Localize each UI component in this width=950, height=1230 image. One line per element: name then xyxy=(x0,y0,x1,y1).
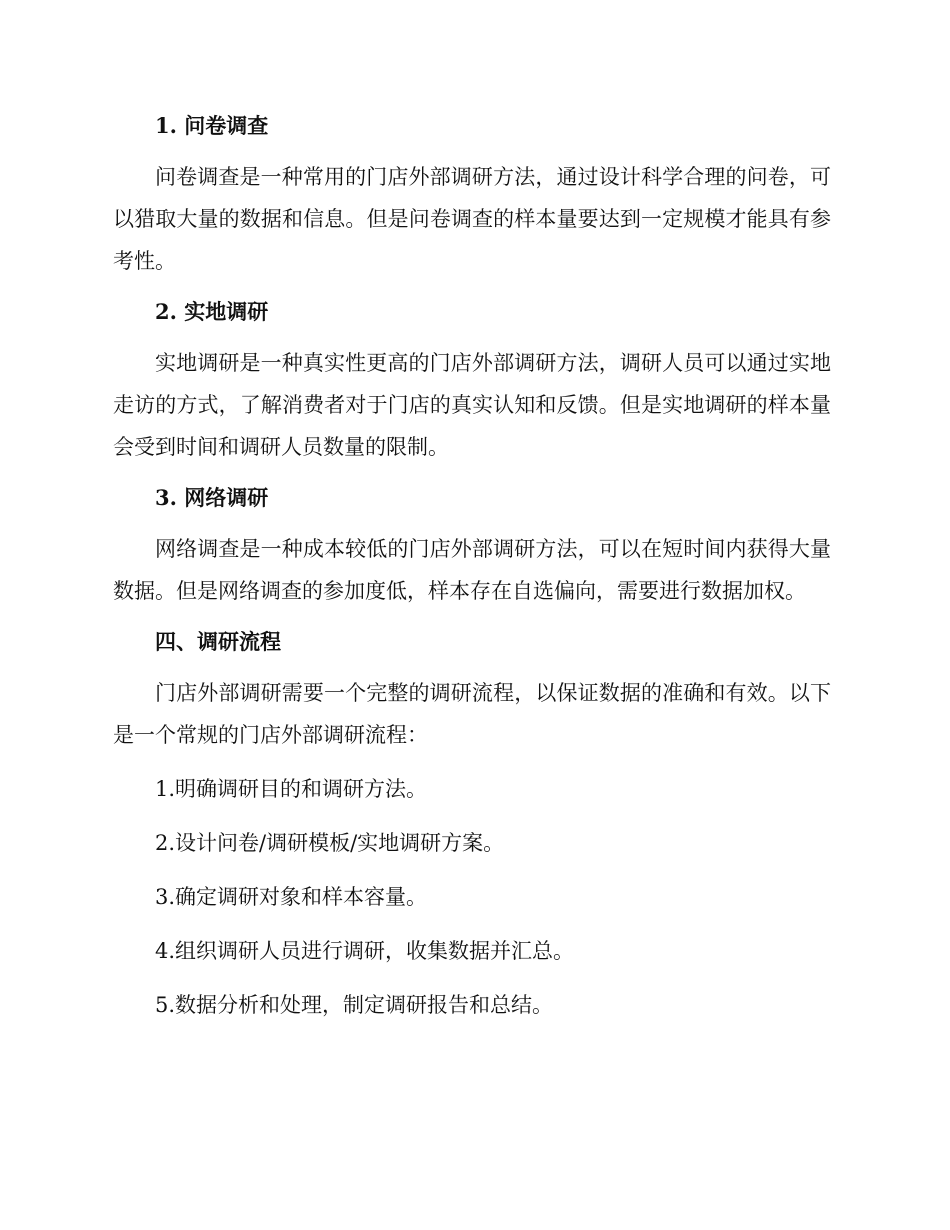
document-content xyxy=(113,108,831,1038)
section-questionnaire xyxy=(113,108,831,282)
process-step: 2.设计问卷/调研模板/实地调研方案。 xyxy=(155,831,505,855)
section-heading: 四、调研流程 xyxy=(155,629,281,654)
section-heading: 2. 实地调研 xyxy=(155,299,269,324)
section-paragraph: 实地调研是一种真实性更高的门店外部调研方法，调研人员可以通过实地走访的方式，了解消费者对于门店的真实认知和反馈。但是实地调研的样本量会受到时间和调研人员数量的限制。 xyxy=(113,351,831,459)
section-heading: 1. 问卷调查 xyxy=(155,113,269,138)
process-step: 5.数据分析和处理，制定调研报告和总结。 xyxy=(155,993,554,1017)
process-step: 1.明确调研目的和调研方法。 xyxy=(155,777,428,801)
section-online-research xyxy=(113,480,831,612)
section-heading: 3. 网络调研 xyxy=(155,485,269,510)
section-field-research xyxy=(113,294,831,468)
process-step: 4.组织调研人员进行调研，收集数据并汇总。 xyxy=(155,939,575,963)
section-paragraph: 问卷调查是一种常用的门店外部调研方法，通过设计科学合理的问卷，可以猎取大量的数据和信息。但是问卷调查的样本量要达到一定规模才能具有参考性。 xyxy=(113,165,831,273)
process-intro: 门店外部调研需要一个完整的调研流程，以保证数据的准确和有效。以下是一个常规的门店外部调研流程： xyxy=(113,681,831,747)
process-step: 3.确定调研对象和样本容量。 xyxy=(155,885,428,909)
section-research-process xyxy=(113,624,831,1026)
section-paragraph: 网络调查是一种成本较低的门店外部调研方法，可以在短时间内获得大量数据。但是网络调查的参加度低，样本存在自选偏向，需要进行数据加权。 xyxy=(113,537,831,603)
